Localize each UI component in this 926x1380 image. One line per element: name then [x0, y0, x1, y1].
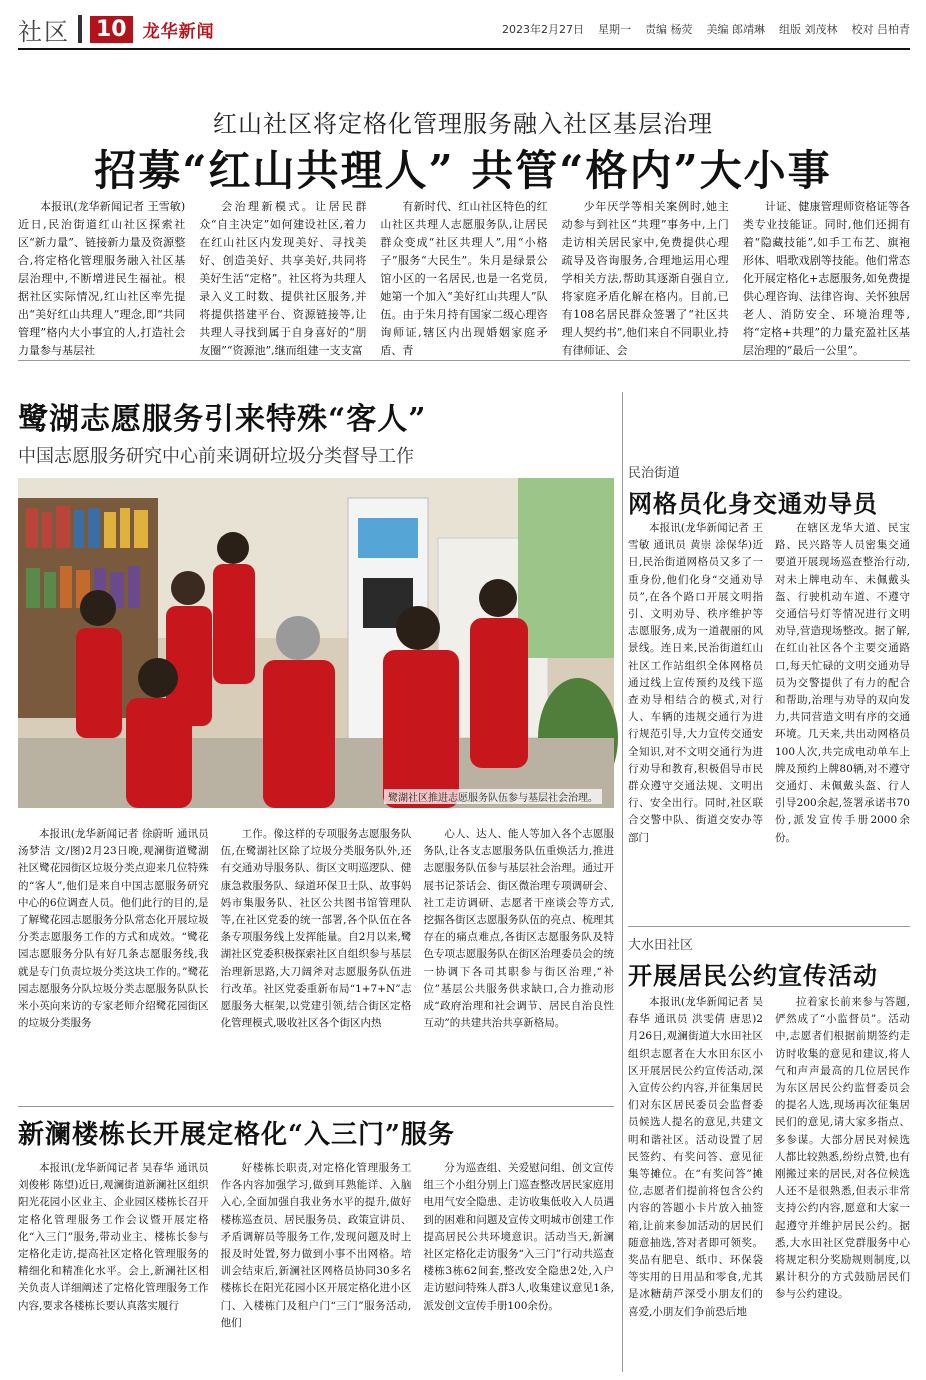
news-photo: [18, 478, 614, 808]
right-story-1-headline: 网格员化身交通劝导员: [628, 489, 878, 518]
right-story-2-body: [628, 994, 910, 1372]
section-divider: [18, 360, 910, 361]
paper-logo: 龙华新闻: [142, 21, 215, 42]
column-divider: [622, 392, 623, 1372]
photo-illustration: [18, 478, 614, 808]
top-story-column: 有新时代、红山社区特色的红山社区共理人志愿服务队,让居民群众变成“社区共理人”,用“小格子”服务“大民生”。朱月是绿景公馆小区的一名居民,也是一名党员,她第一个加入“美好红山共理人”队伍。由于朱月持有国家二级心理咨询师证,辖区内出现婚姻家庭矛盾、青: [380, 200, 548, 357]
photo-caption: 鹭湖社区推进志愿服务队伍参与基层社会治理。: [384, 789, 602, 804]
editor-credit: 责编 杨荧: [645, 23, 693, 36]
left-story-column: 心人、达人、能人等加入各个志愿服务队,让各支志愿服务队伍重焕活力,推进志愿服务队伍参与基层社会治理。通过开展书记茶话会、街区微治理专项调研会、社工走访调研、志愿者干座谈会等方式,挖掘各街区志愿服务队伍的亮点、梳理其存在的痛点难点,各街区志愿服务队及特色专项志愿服务队在街区治理委员会的统一协调下各司其职参与街区治理,“补位”基层公共服务供求缺口,合力推动形成“政府治理和社会调节、居民自治良性互动”的共建共治共享新格局。: [423, 828, 615, 1030]
top-story-kicker: 红山社区将定格化管理服务融入社区基层治理: [213, 110, 713, 138]
section-divider: [628, 926, 910, 927]
top-story-column: 会治理新模式。让居民群众“自主决定”如何建设社区,着力在红山社区内发现美好、寻找美好、创造美好、共享美好,共同将美好生活“定格”。社区将为共理人录入义工时数、提供社区服务,并将提供搭建平台、资源链接等,让共理人寻找到属于自身喜好的“朋友圈”“资源池”,继而组建一支支富: [199, 200, 367, 357]
masthead-divider: [78, 15, 82, 43]
left-story-column: 工作。像这样的专项服务志愿服务队伍,在鹭湖社区除了垃圾分类服务队外,还有交通劝导服务队、街区文明巡逻队、健康急救服务队、绿道环保卫士队、故事妈妈市集服务队、社区公共图书馆管理队等,在社区党委的统一部署,各个队伍在各条专项服务线上发挥能量。自2月以来,鹭湖社区党委积极探索社区自组织参与基层治理新思路,大刀阔斧对志愿服务队伍进行改革。社区党委重新布局“1+7+N”志愿服务大框架,以党建引领,结合街区定格化管理模式,吸收社区各个街区内热: [220, 828, 412, 1030]
bottom-story-body: [18, 1160, 614, 1372]
top-story-column: 计证、健康管理师资格证等各类专业技能证。同时,他们还拥有着“隐藏技能”,如手工布艺、旗袍形体、唱歌戏剧等技能。他们常态化开展定格化+志愿服务,如免费提供心理咨询、法律咨询、关怀独居老人、消防安全、环境治理等,将“定格+共理”的力量充盈社区基层治理的“最后一公里”。: [742, 200, 911, 357]
right-story-1-column: 在辖区龙华大道、民宝路、民兴路等人员密集交通要道开展现场巡查整治行动,对未上牌电动车、未佩戴头盔、行驶机动车道、不遵守交通信号灯等情况进行文明劝导,营造现场整改。据了解,在红山社区各个主要交通路口,每天忙碌的文明交通劝导员为交警提供了有力的配合和帮助,治理与劝导的双向发力,共同营造文明有序的交通环境。几天来,共出动网格员100人次,共完成电动单车上牌及预约上牌80辆,对不遵守交通灯、未佩戴头盔、行人引导200余起,签署承诺书70份,派发宣传手册2000余份。: [775, 522, 910, 844]
issue-weekday: 星期一: [598, 23, 631, 36]
layout-credit: 组版 刘茂林: [779, 23, 838, 36]
right-story-1-kicker: 民治街道: [628, 466, 681, 481]
top-story-body: [18, 198, 911, 357]
bottom-story-column: 分为巡查组、关爱慰问组、创文宣传组三个小组分别上门巡查整改居民家庭用电用气安全隐患、走访收集低收入人员遇到的困难和问题及宣传文明城市创建工作提高居民公共环境意识。活动当天,新澜社区定格化走访服务“入三门”行动共巡查楼栋3栋62间套,整改安全隐患2处,入户走访慰问特殊人群3人,收集建议意见1条,派发创文宣传手册100余份。: [423, 1162, 615, 1312]
section-divider: [18, 1106, 614, 1107]
right-story-2-column: 拉着家长前来参与答题,俨然成了“小监督员”。活动中,志愿者们根据前期签约走访时收集的意见和建议,将人气和声声最高的几位居民作为东区居民公约监督委员会的提名人选,现场再次征集居民们的意见,请大家多指点、多参谋。大部分居民对候选人都比较熟悉,纷纷点赞,也有刚搬过来的居民,对各位候选人还不是很熟悉,但表示非常支持公约内容,愿意和大家一起遵守并维护居民公约。据悉,大水田社区党群服务中心将规定积分奖励规则制度,以累计积分的方式鼓励居民们参与公约建设。: [775, 996, 910, 1301]
designer-credit: 美编 郎靖琳: [706, 23, 765, 36]
top-story-column: 本报讯(龙华新闻记者 王雪敏)近日,民治街道红山社区探索社区“新力量”、链接新力量及资源整合,将定格化管理服务融入社区基层治理中,不断增进民生福祉。根据社区实际情况,红山社区率先提出“美好红山共理人”理念,即“共同管理”格内大小事宜的人,打造社会力量参与基层社: [18, 200, 186, 357]
right-story-1-column: 本报讯(龙华新闻记者 王雪敏 通讯员 黄崇 涂保华)近日,民治街道网格员又多了一重身份,他们化身“交通劝导员”,在各个路口开展文明指引、文明劝导、秩序维护等志愿服务,成为一道靓丽的风景线。连日来,民治街道红山社区工作站组织全体网格员通过线上宣传预约及线下巡查劝导相结合的模式,对行人、车辆的违规交通行为进行规范引导,大力宣传交通安全知识,对不文明交通行为进行劝导和教育,积极倡导市民群众遵守交通法规、文明出行、安全出行。同时,社区联合交警中队、街道交安办等部门: [628, 522, 763, 844]
issue-date: 2023年2月27日: [502, 23, 584, 36]
left-story-body: [18, 826, 614, 1098]
right-story-2-kicker: 大水田社区: [628, 938, 694, 953]
bottom-story-column: 好楼栋长职责,对定格化管理服务工作各内容加强学习,做到耳熟能详、入脑入心,全面加强自我业务水平的提升,做好楼栋巡查员、居民服务员、政策宣讲员、矛盾调解员等服务工作,发现问题及时上报及时处置,努力做到小事不出网格。培训会结束后,新澜社区网格员协同30多名楼栋长在阳光花园小区开展定格化进小区门、入楼栋门及租户门“三门”服务活动,他们: [220, 1162, 412, 1329]
right-story-2-headline: 开展居民公约宣传活动: [628, 961, 878, 990]
section-name: 社区: [18, 17, 70, 46]
top-story-headline: 招募“红山共理人” 共管“格内”大小事: [94, 146, 832, 195]
bottom-story-headline: 新澜楼栋长开展定格化“入三门”服务: [18, 1120, 455, 1150]
left-story-subhead: 中国志愿服务研究中心前来调研垃圾分类督导工作: [18, 446, 414, 467]
right-story-1-body: [628, 520, 910, 920]
left-story-column: 本报讯(龙华新闻记者 徐蔚昕 通讯员 汤梦洁 文/图)2月23日晚,观澜街道鹭湖社区鹭花园街区垃圾分类点迎来几位特殊的“客人”,他们是来自中国志愿服务研究中心的6位调查人员。他们此行的目的,是了解鹭花园志愿服务分队常态化开展垃圾分类志愿服务工作的方式和成效。“鹭花园志愿服务分队有好几条志愿服务线,我就是专门负责垃圾分类这块工作的。”鹭花园志愿服务分队垃圾分类志愿服务队队长米小英向来访的专家老师介绍鹭花园街区的垃圾分类服务: [18, 828, 209, 1030]
proofreader-credit: 校对 吕柏青: [851, 23, 910, 36]
left-story-headline: 鹭湖志愿服务引来特殊“客人”: [18, 402, 427, 437]
bottom-story-column: 本报讯(龙华新闻记者 吴春华 通讯员 刘俊彬 陈望)近日,观澜街道新澜社区组织阳光花园小区业主、企业园区楼栋长召开定格化管理服务工作会议暨开展定格化“入三门”服务,带动业主、楼栋长参与定格化走访,提高社区定格化管理服务的精细化和精准化水平。会上,新澜社区相关负责人详细阐述了定格化管理服务工作内容,要求各楼栋长要认真落实履行: [18, 1162, 209, 1312]
right-story-2-column: 本报讯(龙华新闻记者 吴春华 通讯员 洪雯倩 唐思)2月26日,观澜街道大水田社区组织志愿者在大水田东区小区开展居民公约宣传活动,深入宣传公约内容,并征集居民们对东区居民委员会监督委员候选人提名的意见,共建文明和谐社区。活动设置了居民签约、有奖问答、意见征集等摊位。在“有奖问答”摊位,志愿者们提前将包含公约内容的答题小卡片放入抽签箱,让前来参加活动的居民们随意抽选,答对者即可领奖。奖品有肥皂、纸巾、环保袋等实用的日用品和零食,尤其是冰糖葫芦深受小朋友们的喜爱,小朋友们争前恐后地: [628, 996, 763, 1318]
page-number: 10: [90, 16, 133, 43]
masthead: [18, 10, 910, 50]
masthead-meta: [502, 21, 910, 37]
top-story-column: 少年厌学等相关案例时,她主动参与到社区“共理”事务中,上门走访相关居民家中,免费提供心理疏导及咨询服务,合理地运用心理学相关方法,帮助其逐渐自强自立,将家庭矛盾化解在格内。目前,已有108名居民群众签署了“社区共理人契约书”,他们来自不同职业,持有律师证、会: [561, 200, 729, 357]
